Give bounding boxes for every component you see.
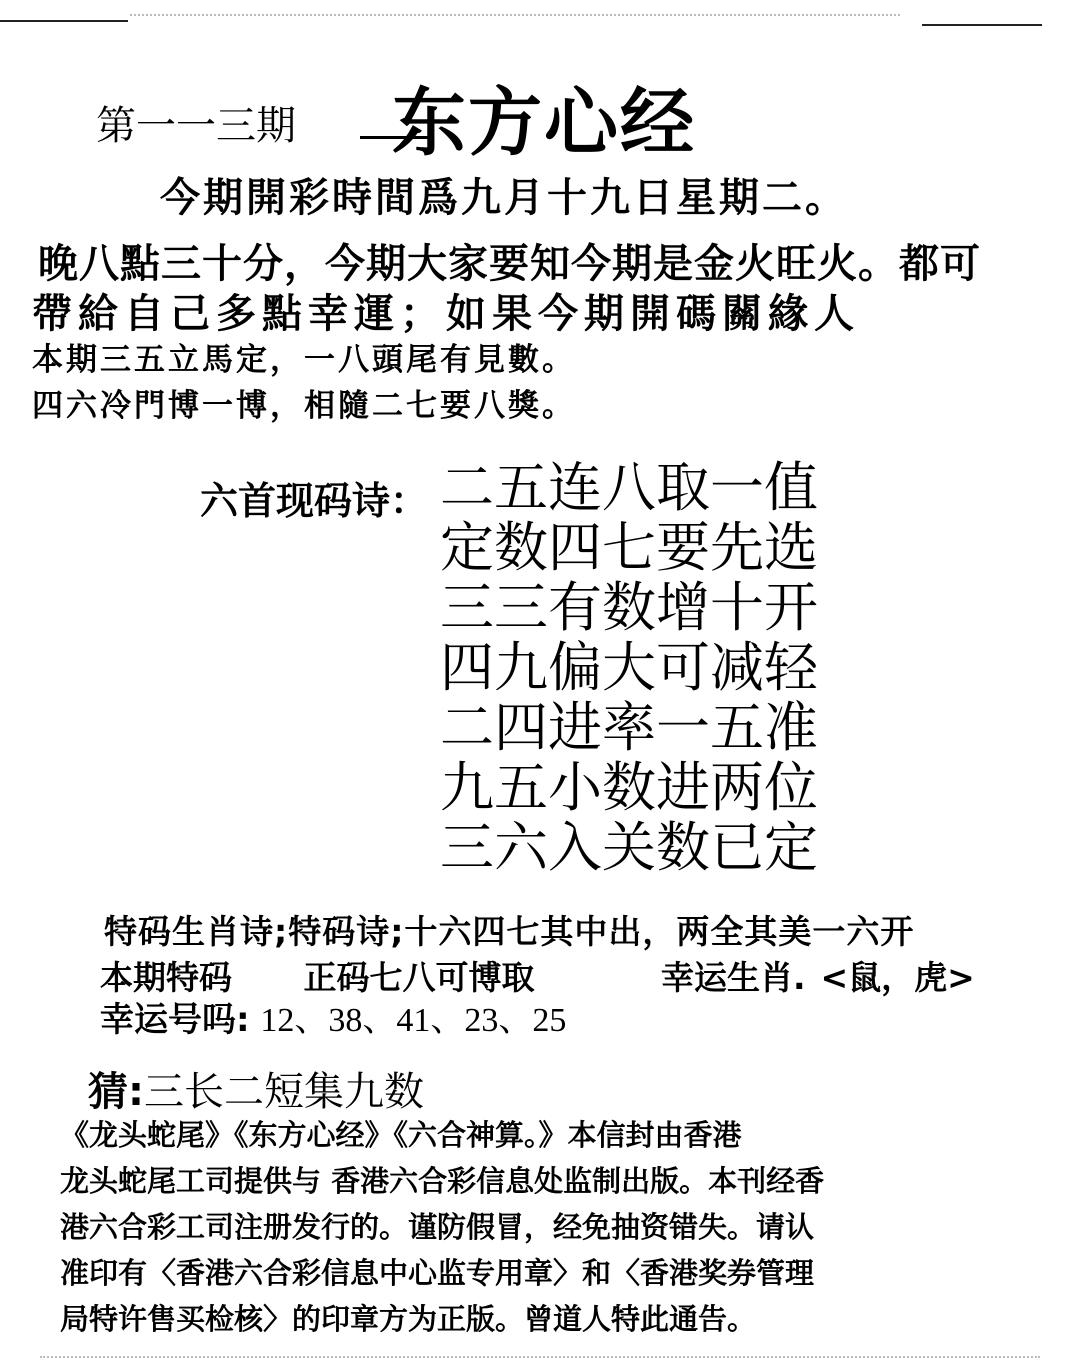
announcement-line: 本期三五立馬定，一八頭尾有見數。 bbox=[32, 342, 576, 378]
special-code-label: 本期特码 bbox=[100, 958, 232, 997]
lucky-numbers-row bbox=[100, 992, 566, 1041]
lucky-zodiac-label: 幸运生肖. bbox=[661, 958, 806, 997]
top-rule-right bbox=[922, 24, 1042, 26]
issue-number: 第一一三期 bbox=[96, 103, 296, 148]
poem-line: 二五连八取一值 bbox=[440, 456, 818, 519]
poem-line: 三六入关数已定 bbox=[440, 816, 818, 879]
announcement-line: 四六冷門博一博，相隨二七要八獎。 bbox=[32, 388, 576, 424]
poem-line: 定数四七要先选 bbox=[440, 516, 818, 579]
page-title: 东方心经 bbox=[392, 80, 696, 166]
lucky-numbers-value: 12、38、41、23、25 bbox=[260, 1002, 567, 1039]
guess-row bbox=[88, 1060, 424, 1117]
lucky-numbers-label: 幸运号吗: bbox=[100, 1000, 250, 1040]
poem-line: 四九偏大可减轻 bbox=[440, 636, 818, 699]
footer-notice bbox=[60, 1112, 1030, 1342]
poem-block bbox=[440, 458, 818, 878]
footer-line: 《龙头蛇尾》《东方心经》《六合神算。》本信封由香港 bbox=[60, 1118, 742, 1152]
announcement-line: 晚八點三十分，今期大家要知今期是金火旺火。都可 bbox=[38, 241, 981, 287]
special-code-value: 正码七八可博取 bbox=[303, 958, 535, 997]
poem-line: 三三有数增十开 bbox=[440, 576, 818, 639]
top-rule-left bbox=[0, 20, 128, 22]
bottom-dotted-edge bbox=[40, 1356, 1040, 1358]
guess-label: 猜: bbox=[88, 1069, 144, 1115]
poem-line: 九五小数进两位 bbox=[440, 756, 818, 819]
top-dotted-edge bbox=[130, 14, 900, 16]
footer-line: 局特许售买检核〉的印章方为正版。曾道人特此通告。 bbox=[60, 1302, 757, 1336]
footer-line: 准印有〈香港六合彩信息中心监专用章〉和〈香港奖券管理 bbox=[60, 1256, 815, 1290]
lucky-zodiac-value: <鼠，虎> bbox=[820, 958, 975, 997]
guess-value: 三长二短集九数 bbox=[144, 1069, 424, 1115]
open-time-text: 今期開彩時間爲九月十九日星期二。 bbox=[160, 175, 848, 221]
poem-line: 二四进率一五准 bbox=[440, 696, 818, 759]
footer-line: 龙头蛇尾工司提供与 香港六合彩信息处监制出版。本刊经香 bbox=[60, 1164, 825, 1198]
announcement-line: 帶給自己多點幸運；如果今期開碼關緣人 bbox=[32, 291, 860, 337]
poem-label: 六首现码诗： bbox=[200, 479, 429, 523]
footer-line: 港六合彩工司注册发行的。谨防假冒，经免抽资错失。请认 bbox=[60, 1210, 815, 1244]
zodiac-poem: 特码生肖诗;特码诗;十六四七其中出，两全其美一六开 bbox=[104, 912, 915, 951]
